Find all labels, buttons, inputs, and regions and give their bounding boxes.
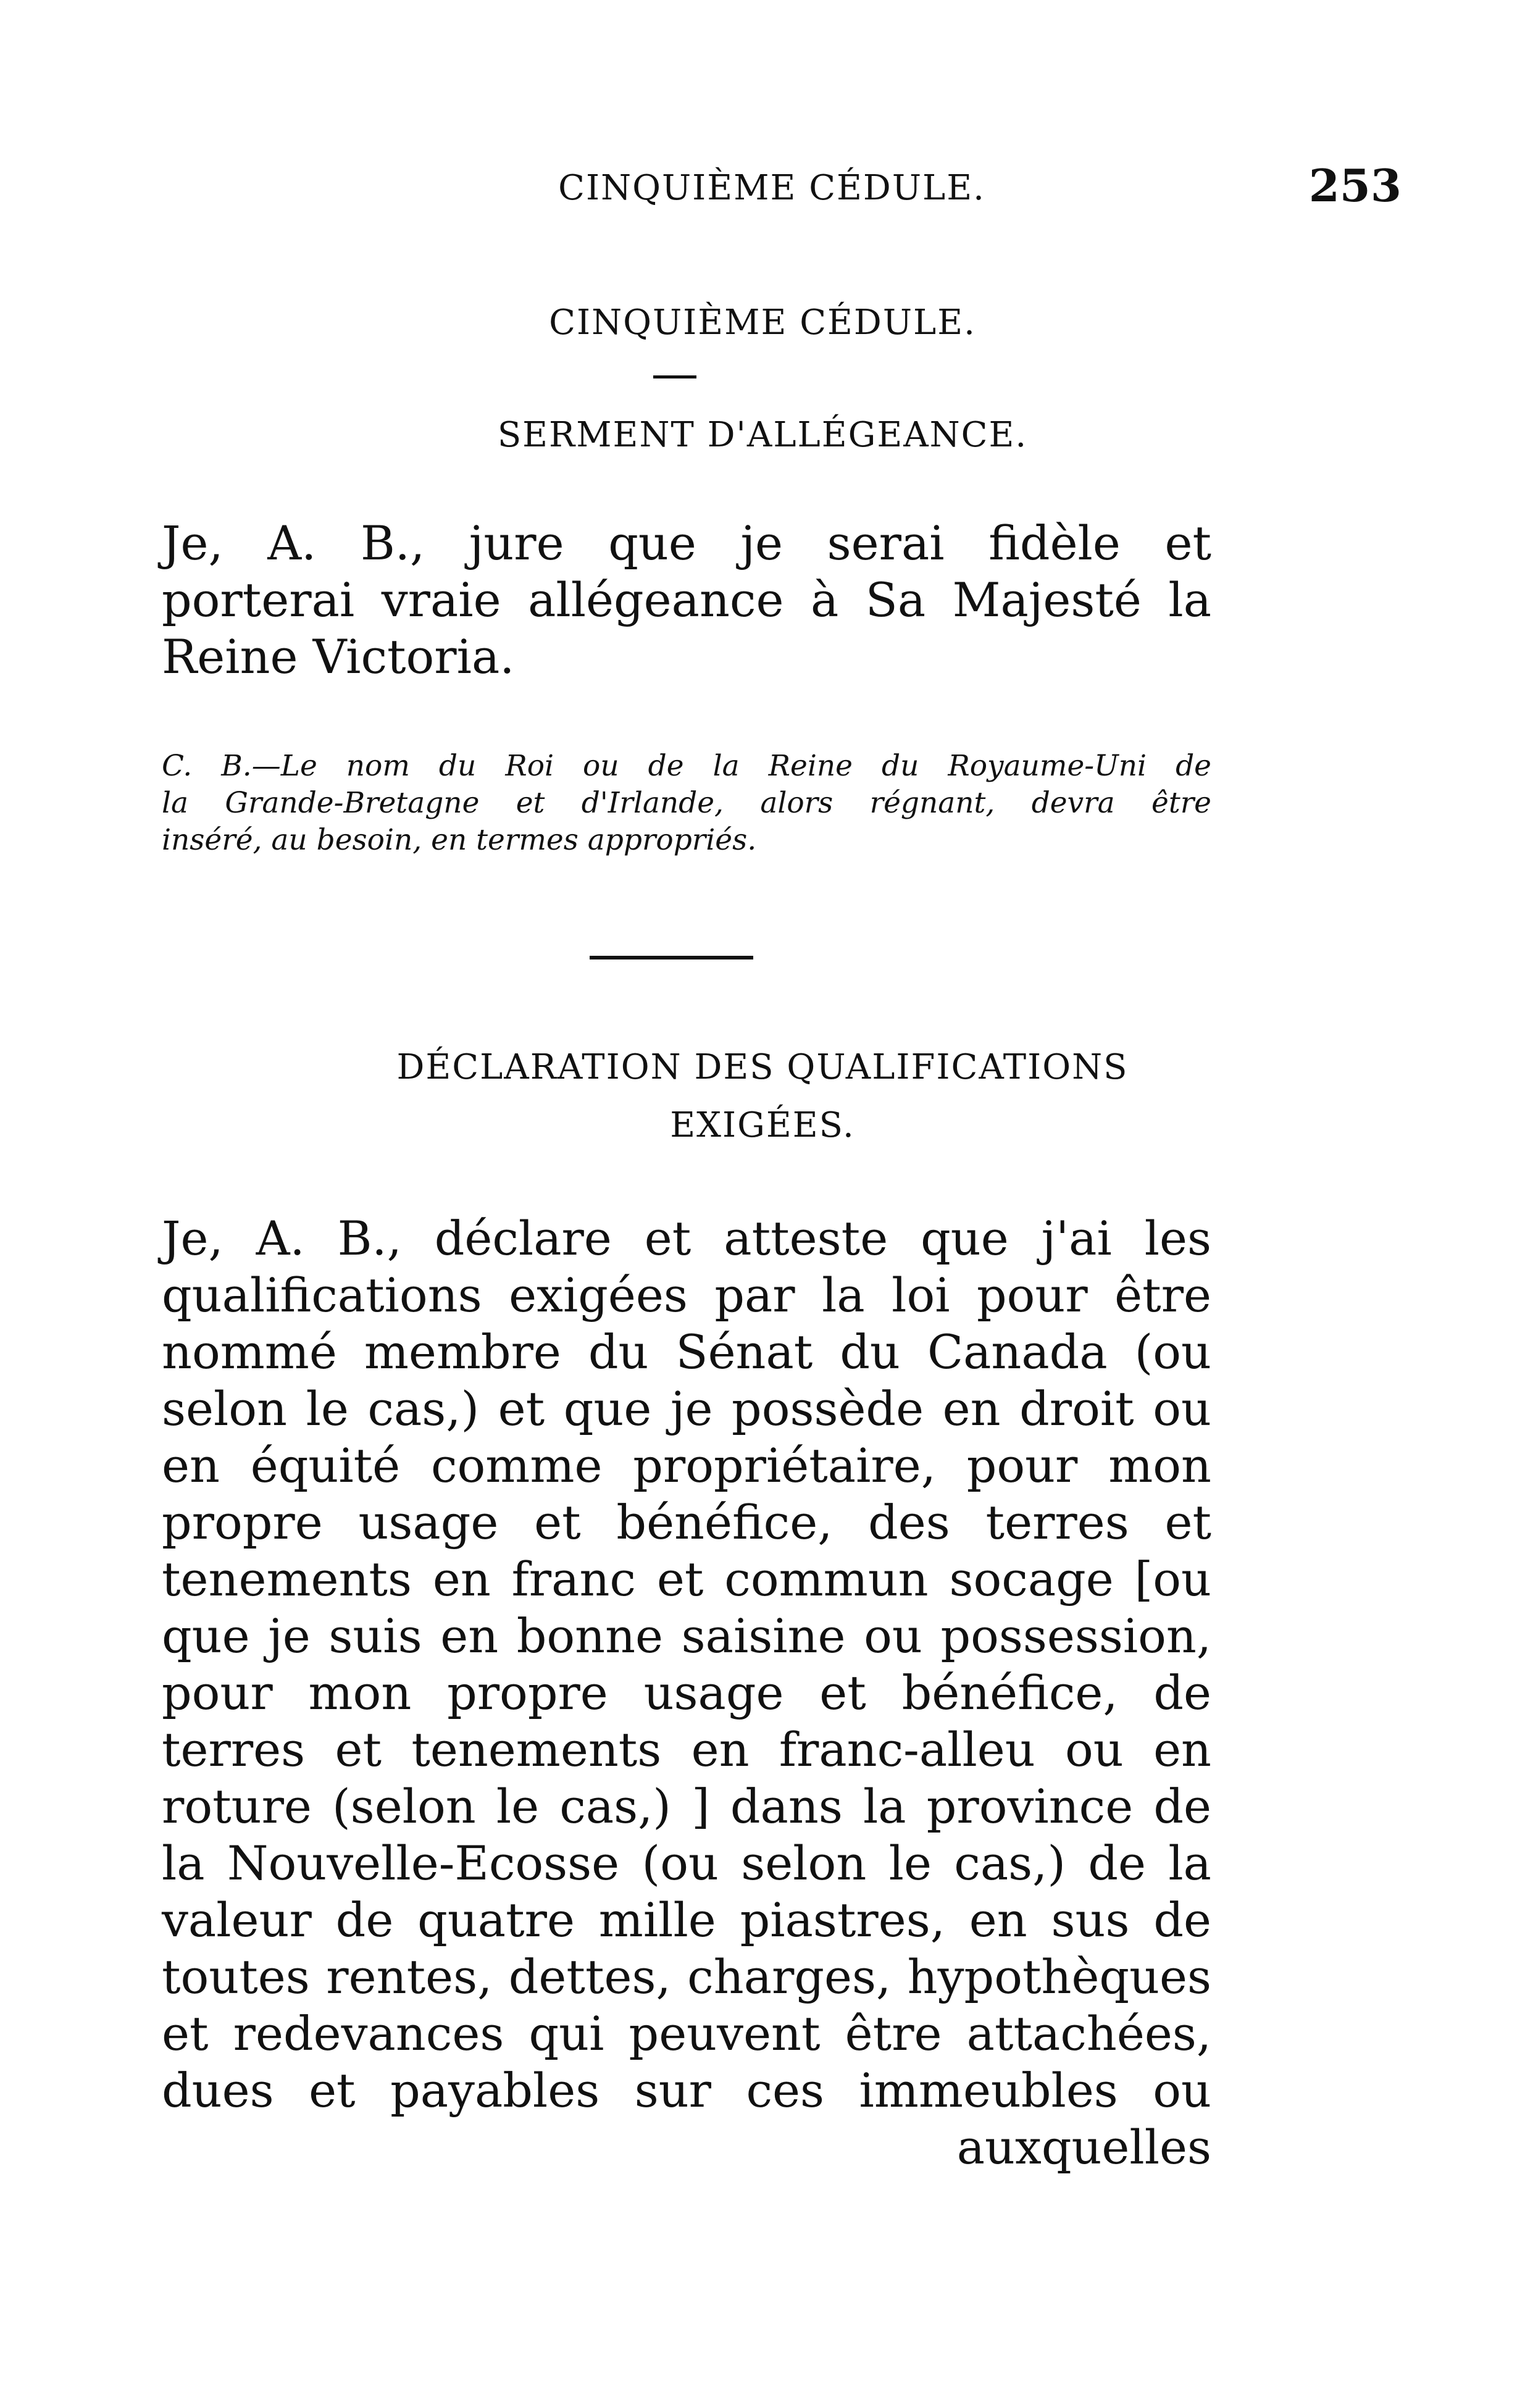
declaration-line: roture (selon le cas,) ] dans la province de	[162, 1779, 1211, 1834]
declaration-line: pour mon propre usage et bénéfice, de	[162, 1665, 1211, 1720]
declaration-line: terres et tenements en franc-alleu ou en	[162, 1722, 1211, 1777]
declaration-line: que je suis en bonne saisine ou possession,	[162, 1608, 1211, 1663]
note-line: la Grande-Bretagne et d'Irlande, alors régnant, devra être	[162, 786, 1211, 820]
declaration-line: valeur de quatre mille piastres, en sus de	[162, 1892, 1211, 1947]
page-number: 253	[1308, 159, 1402, 212]
note-line: C. B.—Le nom du Roi ou de la Reine du Royaume-Uni de	[162, 749, 1211, 783]
declaration-title: DÉCLARATION DES QUALIFICATIONS	[396, 1047, 1129, 1087]
declaration-line: nommé membre du Sénat du Canada (ou	[162, 1324, 1211, 1379]
declaration-line: tenements en franc et commun socage [ou	[162, 1552, 1211, 1607]
oath-line: Reine Victoria.	[162, 629, 515, 684]
oath-line: porterai vraie allégeance à Sa Majesté la	[162, 572, 1211, 627]
declaration-line: et redevances qui peuvent être attachées,	[162, 2006, 1211, 2061]
catchword: auxquelles	[956, 2120, 1211, 2175]
section-divider	[590, 956, 753, 959]
declaration-line: toutes rentes, dettes, charges, hypothèques	[162, 1949, 1211, 2004]
declaration-title-continued: EXIGÉES.	[670, 1105, 855, 1145]
oath-line: Je, A. B., jure que je serai fidèle et	[162, 516, 1211, 571]
note-line: inséré, au besoin, en termes appropriés.	[162, 823, 757, 857]
oath-title: SERMENT D'ALLÉGEANCE.	[497, 415, 1028, 455]
running-head: CINQUIÈME CÉDULE.	[558, 168, 985, 208]
declaration-line: qualifications exigées par la loi pour être	[162, 1268, 1211, 1323]
declaration-line: en équité comme propriétaire, pour mon	[162, 1438, 1211, 1493]
declaration-line: Je, A. B., déclare et atteste que j'ai les	[162, 1211, 1211, 1266]
declaration-line: propre usage et bénéfice, des terres et	[162, 1495, 1211, 1550]
short-divider	[653, 375, 696, 378]
declaration-line: selon le cas,) et que je possède en droit ou	[162, 1381, 1211, 1436]
schedule-title: CINQUIÈME CÉDULE.	[549, 303, 976, 343]
declaration-line: dues et payables sur ces immeubles ou	[162, 2063, 1211, 2118]
declaration-line: la Nouvelle-Ecosse (ou selon le cas,) de la	[162, 1836, 1211, 1891]
